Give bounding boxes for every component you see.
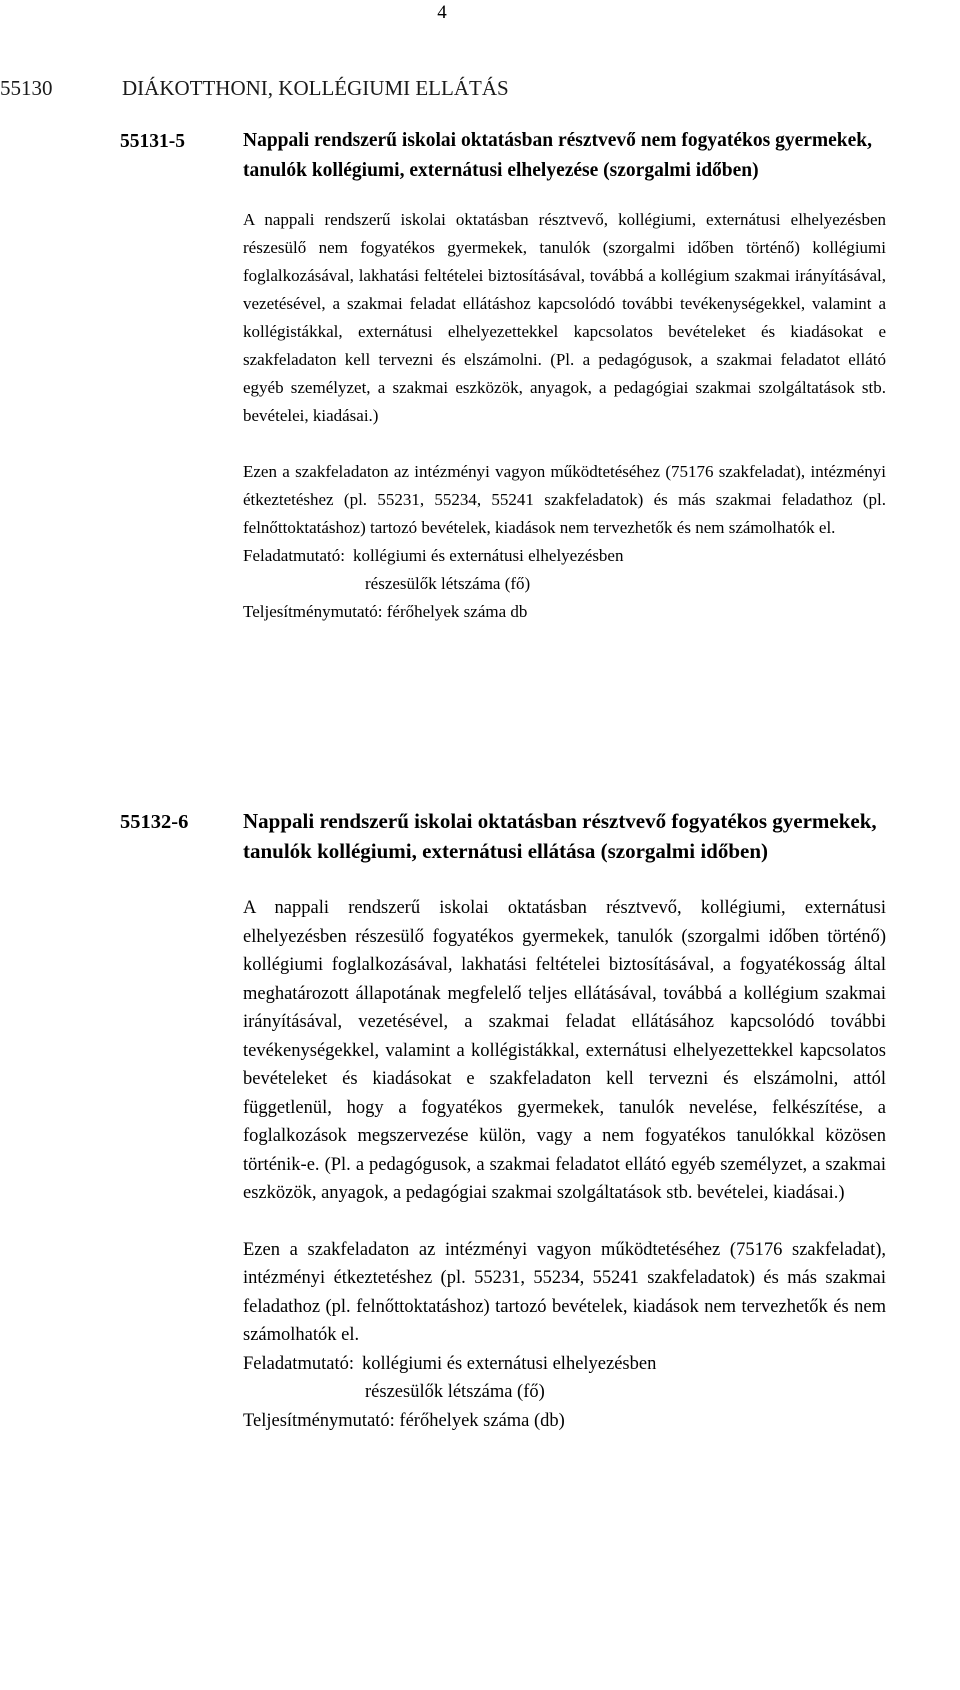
task-indicator-continuation: részesülők létszáma (fő) xyxy=(365,574,531,593)
entry-exclusion: Ezen a szakfeladaton az intézményi vagyon működtetéséhez (75176 szakfeladat), intézményi étkeztetéshez (pl. 55231, 55234, 55241 szakfeladatok) és más szakmai feladathoz (pl. felnőttoktatáshoz) tartozó bevételek, kiadások nem tervezhetők és nem számolhatók el. xyxy=(243,1239,886,1345)
entry-code: 55132-6 xyxy=(120,811,189,833)
task-indicator xyxy=(243,1350,886,1379)
performance-indicator: Teljesítménymutató: férőhelyek száma (db) xyxy=(243,1410,565,1431)
task-indicator-value: kollégiumi és externátusi elhelyezésben xyxy=(352,546,624,565)
entry-body xyxy=(243,126,886,626)
entry-title: Nappali rendszerű iskolai oktatásban résztvevő nem fogyatékos gyermekek, tanulók kollégiumi, externátusi elhelyezése (szorgalmi időben) xyxy=(243,130,873,181)
entry-description: A nappali rendszerű iskolai oktatásban résztvevő, kollégiumi, externátusi elhelyezésben részesülő fogyatékos gyermekek, tanulók (szorgalmi időben történő) kollégiumi foglalkozásával, lakhatási feltételei biztosításával, a fogyatékosság által meghatározott állapotának megfelelő teljes ellátásával, továbbá a kollégium szakmai irányításával, vezetésével, a szakmai feladat ellátásához kapcsolódó további tevékenységekkel, valamint a kollégistákkal, externátusi elhelyezettekkel kapcsolatos bevételeket és kiadásokat e szakfeladaton kell tervezni és elszámolni, attól függetlenül, hogy a fogyatékos gyermekek, tanulók nevelése, felkészítése, a foglalkozások megszervezése külön, vagy a nem fogyatékos tanulókkal közösen történik-e. (Pl. a pedagógusok, a szakmai feladatot ellátó egyéb személyzet, a szakmai eszközök, anyagok, a pedagógiai szakmai szolgáltatások stb. bevételei, kiadásai.) xyxy=(243,898,886,1203)
section-code: 55130 xyxy=(0,76,53,100)
performance-indicator: Teljesítménymutató: férőhelyek száma db xyxy=(243,602,528,621)
entry-code: 55131-5 xyxy=(120,131,185,152)
task-indicator-continuation: részesülők létszáma (fő) xyxy=(365,1382,545,1402)
entry-description: A nappali rendszerű iskolai oktatásban résztvevő, kollégiumi, externátusi elhelyezésben részesülő nem fogyatékos gyermekek, tanulók (szorgalmi időben történő) kollégiumi foglalkozásával, lakhatási feltételei biztosításával, továbbá a kollégium szakmai irányításával, vezetésével, a szakmai feladat ellátáshoz kapcsolódó további tevékenységekkel, valamint a kollégistákkal, externátusi elhelyezettekkel kapcsolatos bevételeket és kiadásokat e szakfeladaton kell tervezni és elszámolni. (Pl. a pedagógusok, a szakmai feladatot ellátó egyéb személyzet, a szakmai eszközök, anyagok, a pedagógiai szakmai szolgáltatások stb. bevételei, kiadásai.) xyxy=(243,210,886,425)
task-indicator-label: Feladatmutató: xyxy=(243,1353,354,1374)
task-indicator xyxy=(243,542,886,570)
task-indicator-label: Feladatmutató: xyxy=(243,546,345,565)
entry-exclusion: Ezen a szakfeladaton az intézményi vagyon működtetéséhez (75176 szakfeladat), intézményi étkeztetéshez (pl. 55231, 55234, 55241 szakfeladatok) és más szakmai feladathoz (pl. felnőttoktatáshoz) tartozó bevételek, kiadások nem tervezhetők és nem számolhatók el. xyxy=(243,462,886,537)
entry-title: Nappali rendszerű iskolai oktatásban résztvevő fogyatékos gyermekek, tanulók kollégiumi, externátusi ellátása (szorgalmi időben) xyxy=(243,809,877,863)
page-number: 4 xyxy=(437,2,447,23)
section-title: DIÁKOTTHONI, KOLLÉGIUMI ELLÁTÁS xyxy=(122,76,509,100)
entry-body xyxy=(243,806,886,1435)
task-indicator-value: kollégiumi és externátusi elhelyezésben xyxy=(361,1353,657,1374)
